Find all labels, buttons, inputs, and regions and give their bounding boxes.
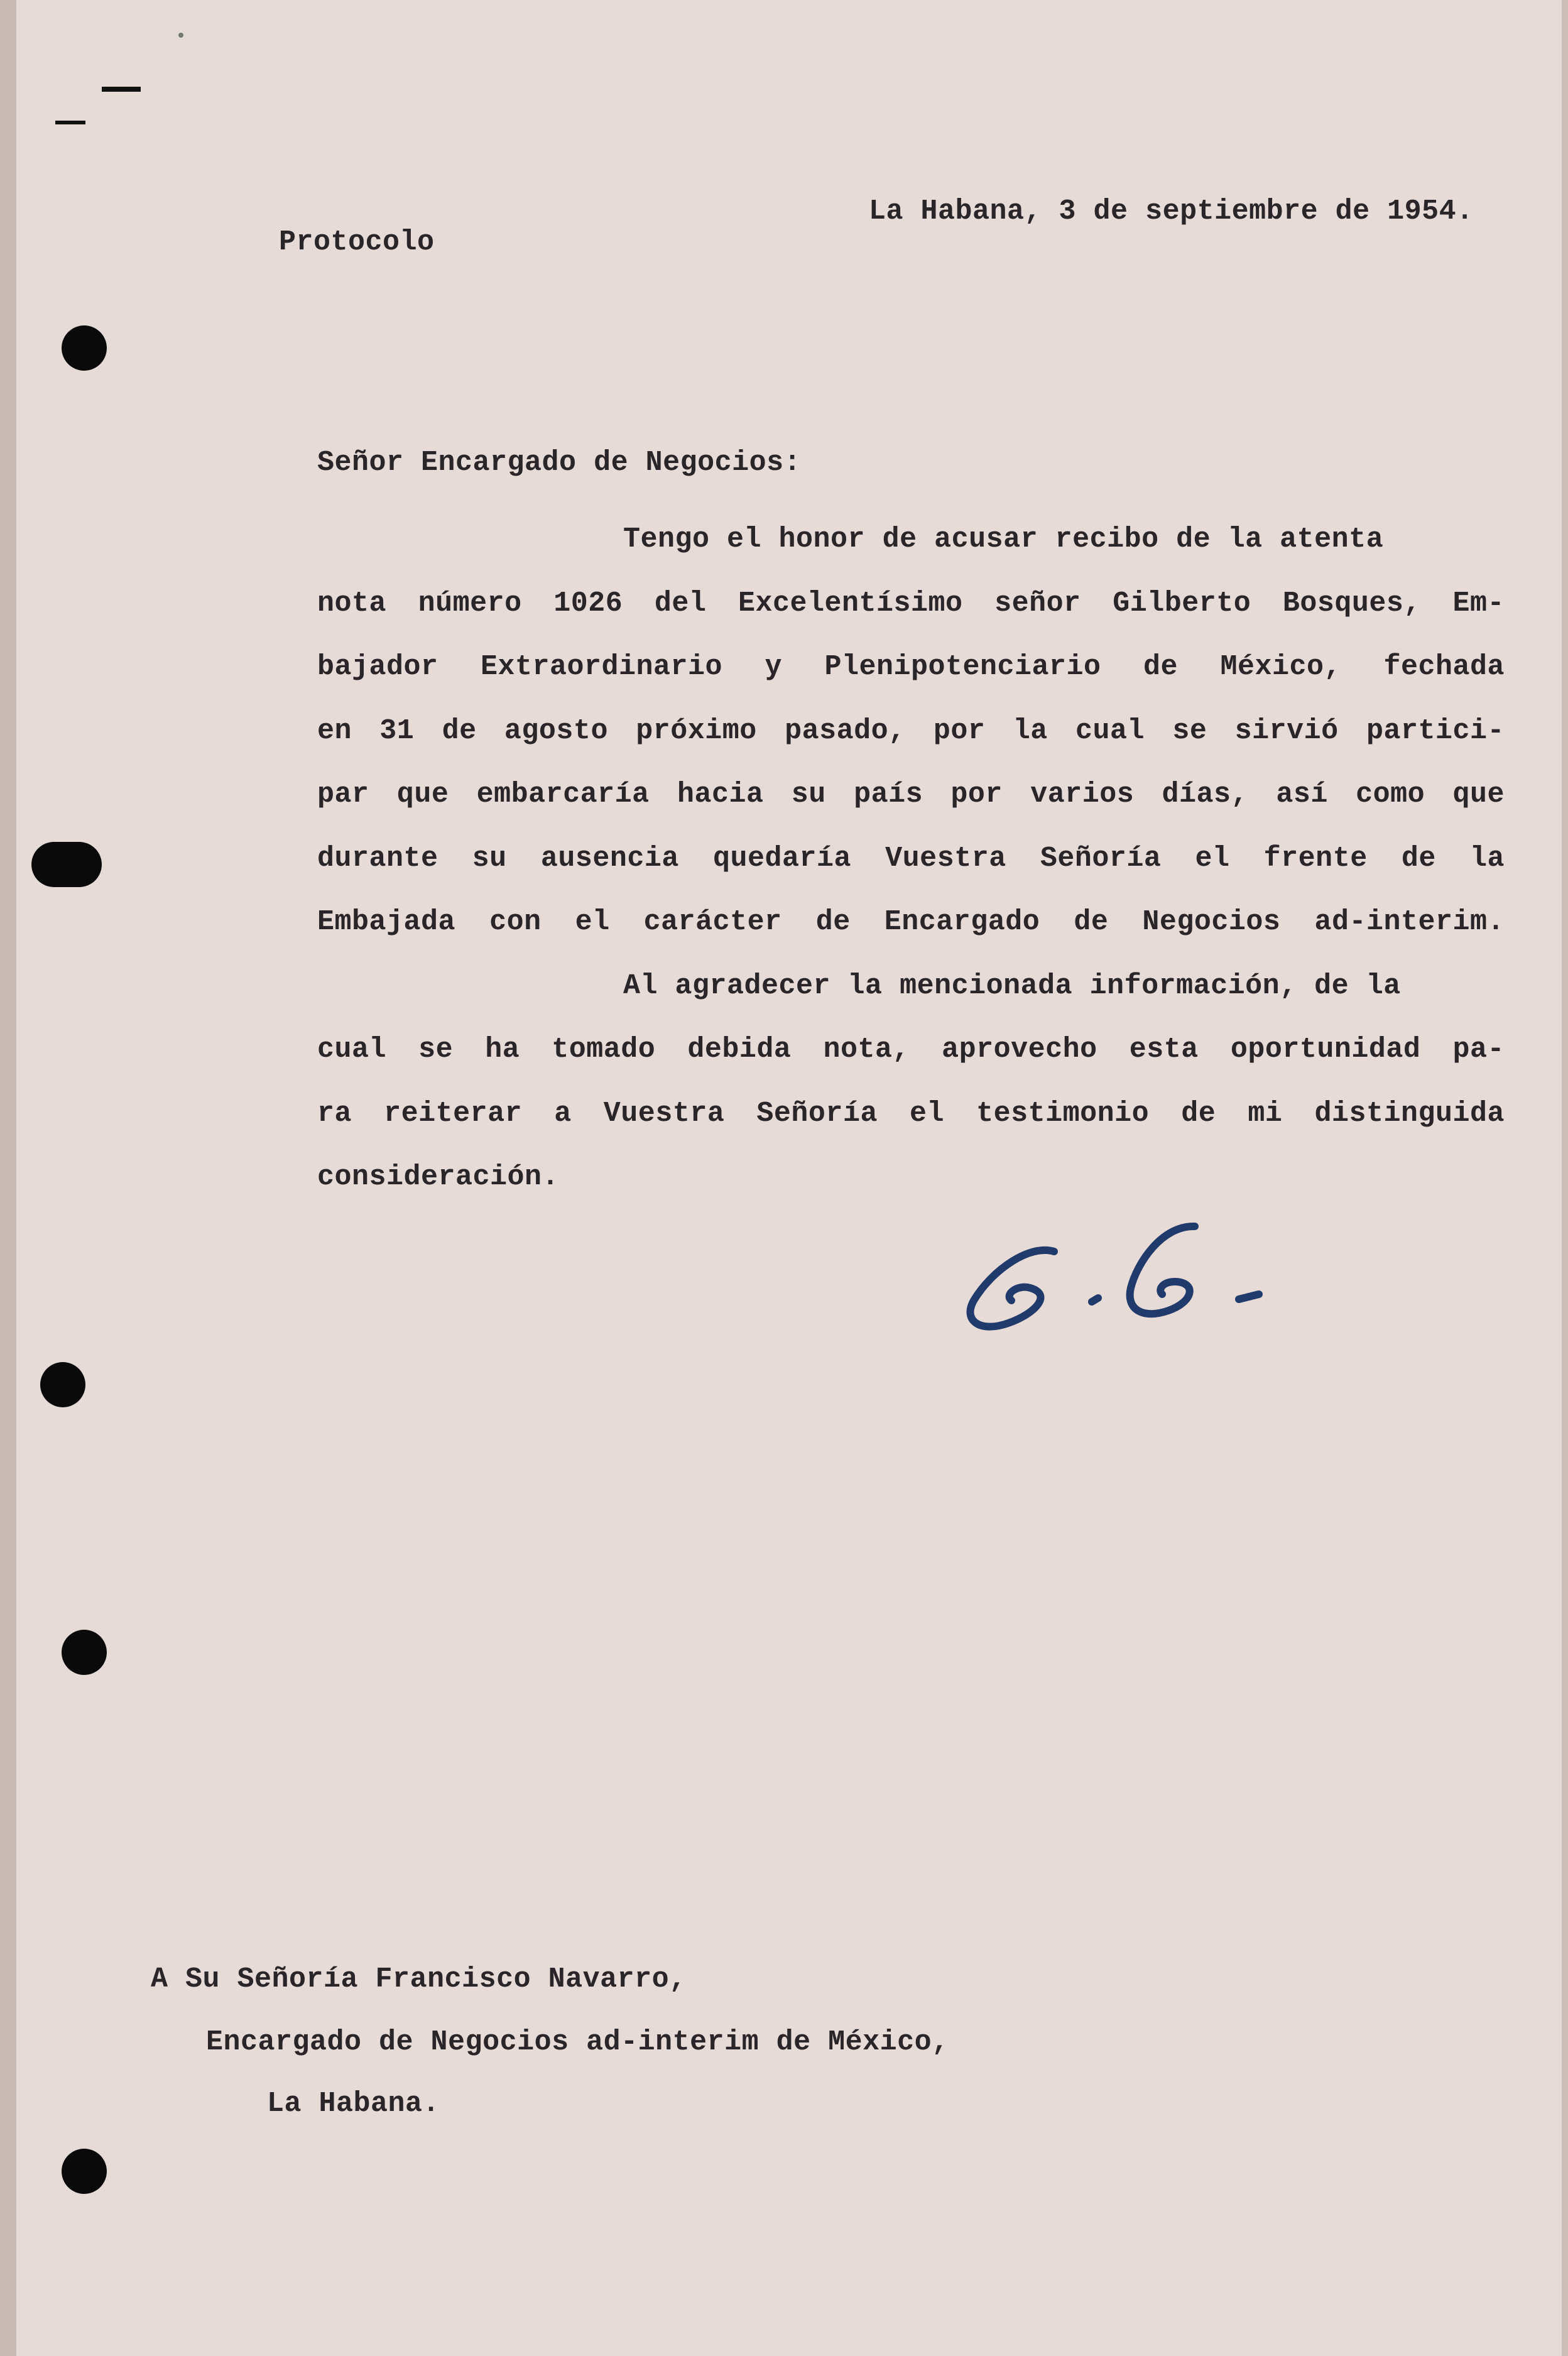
body-line: ra reiterar a Vuestra Señoría el testimonio de mi distinguida (317, 1097, 1505, 1130)
body-line: Tengo el honor de acusar recibo de la atenta (623, 523, 1384, 555)
addressee-city: La Habana. (267, 2088, 440, 2120)
salutation: Señor Encargado de Negocios: (317, 447, 802, 479)
body-line: Al agradecer la mencionada información, de la (623, 969, 1401, 1002)
ink-mark (55, 121, 85, 124)
place-date: La Habana, 3 de septiembre de 1954. (869, 195, 1474, 227)
punch-hole (62, 1630, 107, 1675)
letter-body (317, 508, 1505, 1209)
addressee-name: A Su Señoría Francisco Navarro, (151, 1963, 687, 1995)
punch-hole (62, 2149, 107, 2194)
body-line: durante su ausencia quedaría Vuestra Señoría el frente de la (317, 842, 1505, 875)
punch-hole (62, 325, 107, 371)
ink-mark (102, 87, 141, 92)
page-left-edge (0, 0, 16, 2356)
body-line: cual se ha tomado debida nota, aprovecho esta oportunidad pa- (317, 1033, 1505, 1066)
punch-hole (31, 842, 102, 887)
body-line: Embajada con el carácter de Encargado de Negocios ad-interim. (317, 906, 1505, 938)
punch-hole (40, 1362, 85, 1407)
body-line: nota número 1026 del Excelentísimo señor Gilberto Bosques, Em- (317, 587, 1505, 619)
page-right-edge (1562, 0, 1568, 2356)
body-line: en 31 de agosto próximo pasado, por la cual se sirvió partici- (317, 714, 1505, 747)
body-line: bajador Extraordinario y Plenipotenciario de México, fechada (317, 651, 1505, 683)
addressee-title: Encargado de Negocios ad-interim de México, (206, 2026, 949, 2058)
pencil-mark (176, 30, 186, 40)
body-line: consideración. (317, 1161, 560, 1193)
office-label: Protocolo (279, 226, 435, 258)
handwritten-signature (949, 1200, 1275, 1344)
body-line: par que embarcaría hacia su país por varios días, así como que (317, 778, 1505, 810)
